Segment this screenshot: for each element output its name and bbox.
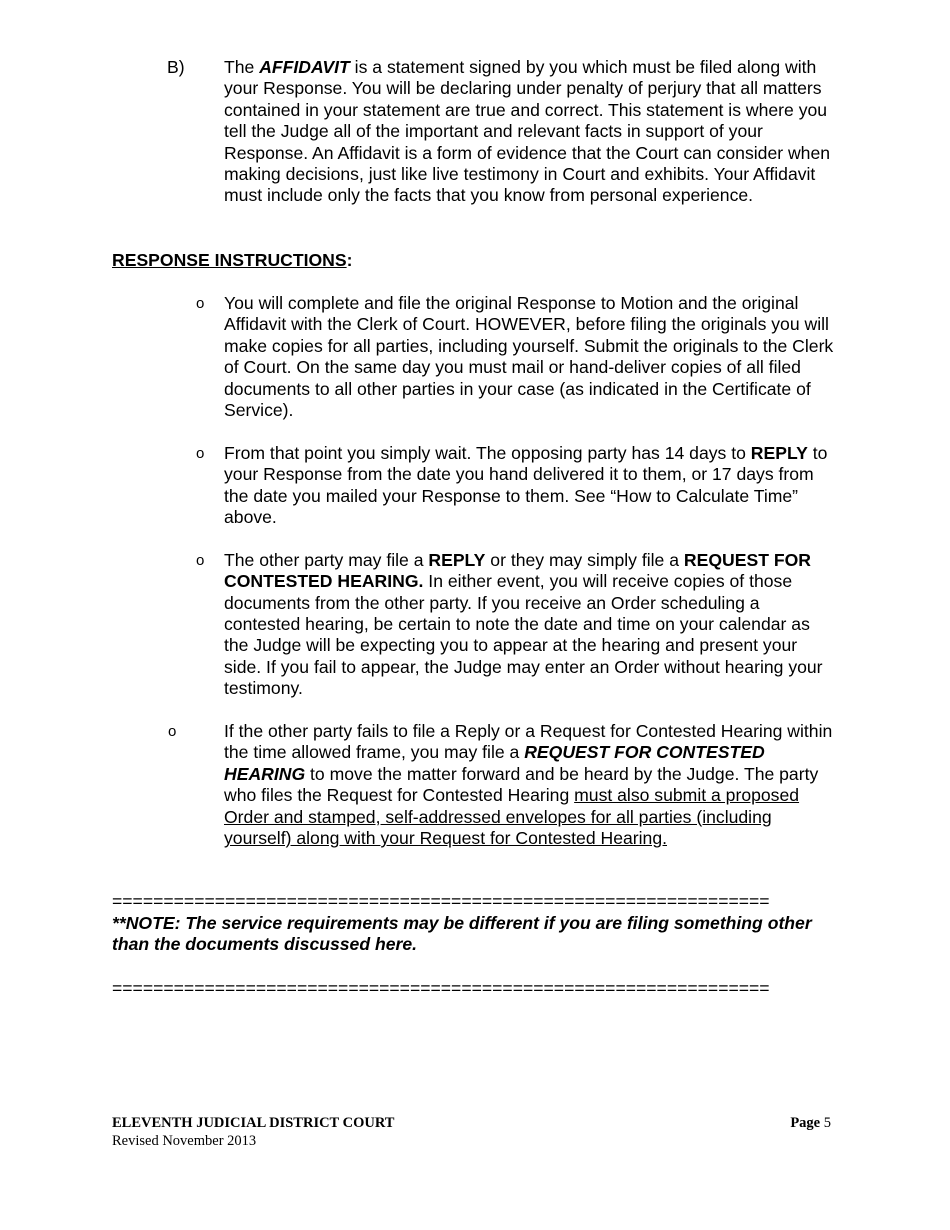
underlined-text: must also submit a proposed Order and stamped, self-addressed envelopes for all parties (including yourself) along with your Request for Contested Hearing. xyxy=(224,785,800,849)
list-item-text xyxy=(224,550,839,700)
text-part: to move the matter forward and be heard by the Judge. The party who files the Request for Contested Hearing xyxy=(224,763,819,806)
text-part: to your Response from the date you hand delivered it to them, or 17 days from the date you mailed your Response to them. See “How to Calculate Time” above. xyxy=(224,442,828,528)
service-note: **NOTE: The service requirements may be different if you are filing something other than the documents discussed here. xyxy=(112,913,812,955)
bold-term: REPLY xyxy=(428,549,486,570)
bullet-mark: o xyxy=(168,723,177,741)
revision-date: Revised November 2013 xyxy=(112,1133,257,1149)
section-b xyxy=(112,57,842,207)
instruction-list xyxy=(112,293,842,871)
page-number-value: 5 xyxy=(823,1115,831,1131)
section-b-label: B) xyxy=(167,57,185,77)
bullet-mark: o xyxy=(196,295,205,312)
section-b-text-part: is a statement signed by you which must be filed along with your Response. You will be declaring under penalty of perjury that all matters contained in your statement are true and correct. This statement is where you tell the Judge all of the important and relevant facts in support of your Response. An Affidavit is a form of evidence that the Court can consider when making decisions, just like live testimony in Court and exhibits. Your Affidavit must include only the facts that you know from personal experience. xyxy=(224,57,831,206)
list-item-text: You will complete and file the original Response to Motion and the original Affidavit with the Clerk of Court. HOWEVER, before filing the originals you will make copies for all parties, including yourself. Submit the originals to the Clerk of Court. On the same day you must mail or hand-deliver copies of all filed documents to all other parties in your case (as indicated in the Certificate of Service). xyxy=(224,293,834,421)
section-b-text xyxy=(224,57,839,207)
page-label: Page xyxy=(790,1115,821,1131)
bold-italic-term: REQUEST FOR CONTESTED HEARING xyxy=(224,742,765,784)
divider-rule: ================================================================ xyxy=(112,891,770,911)
heading-colon: : xyxy=(346,250,353,270)
bold-term: REPLY xyxy=(750,442,808,463)
text-part: or they may simply file a xyxy=(485,549,684,570)
footer-left xyxy=(112,1114,394,1150)
text-part: If the other party fails to file a Reply or a Request for Contested Hearing within the time allowed frame, you may file a xyxy=(224,721,833,763)
bullet-mark: o xyxy=(196,551,205,569)
section-b-text-part: The xyxy=(224,57,260,77)
list-item xyxy=(112,721,842,849)
response-instructions-heading xyxy=(112,250,352,271)
list-item xyxy=(112,293,842,421)
bold-term: REQUEST FOR CONTESTED HEARING. xyxy=(224,549,811,592)
divider-rule: ================================================================ xyxy=(112,978,770,998)
bullet-mark: o xyxy=(196,444,205,462)
text-part: From that point you simply wait. The opposing party has 14 days to xyxy=(224,442,751,463)
text-part: The other party may file a xyxy=(224,549,429,570)
list-item xyxy=(112,443,842,529)
text-part: In either event, you will receive copies of those documents from the other party. If you receive an Order scheduling a contested hearing, be certain to note the date and time on your calendar as the Judge will be expecting you to appear at the hearing and present your side. If you fail to appear, the Judge may enter an Order without hearing your testimony. xyxy=(224,571,823,699)
affidavit-term: AFFIDAVIT xyxy=(259,57,350,77)
list-item-text xyxy=(224,721,839,849)
page-number xyxy=(790,1114,831,1132)
court-name: ELEVENTH JUDICIAL DISTRICT COURT xyxy=(112,1115,395,1131)
list-item-text xyxy=(224,443,839,529)
heading-text: RESPONSE INSTRUCTIONS xyxy=(112,250,347,270)
list-item xyxy=(112,550,842,700)
